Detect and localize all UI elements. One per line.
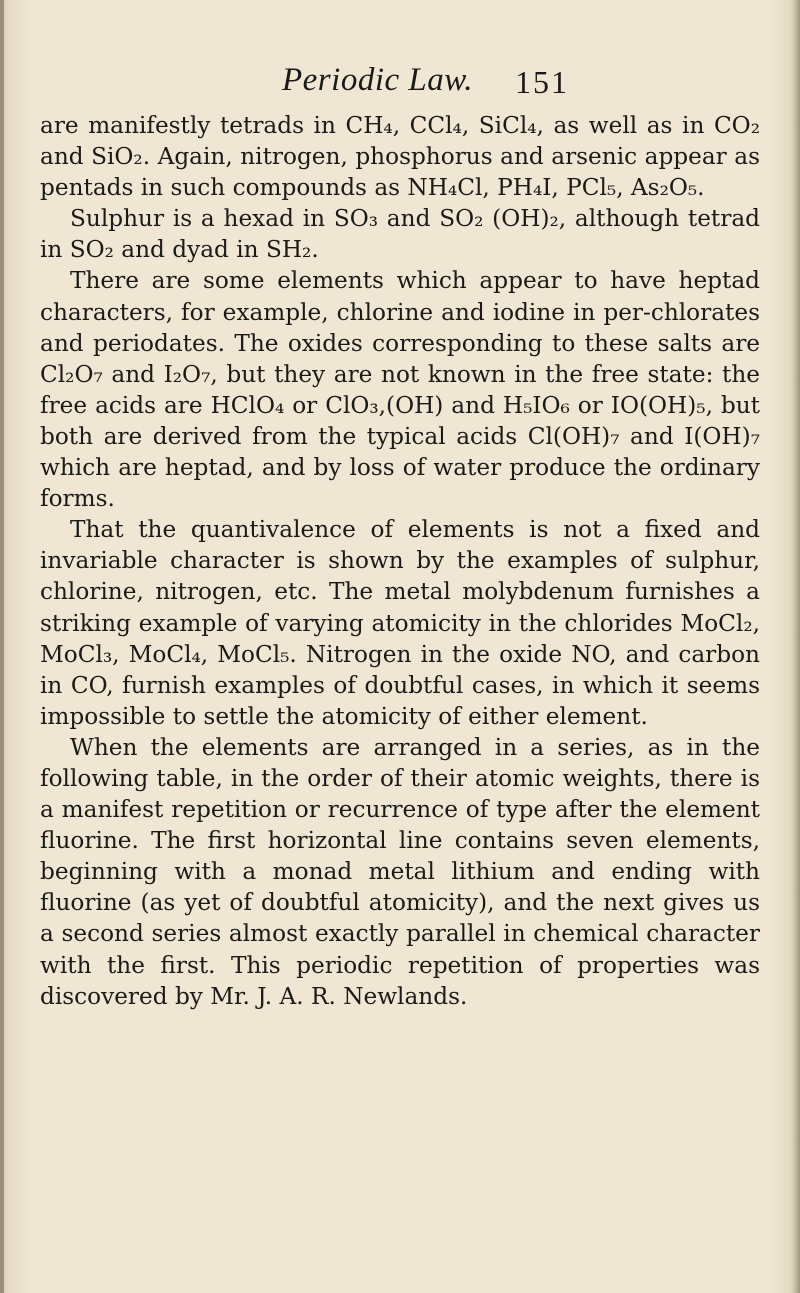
running-title: Periodic Law. (282, 62, 474, 98)
page-number: 151 (515, 64, 569, 100)
body-text (40, 110, 760, 1012)
page-spine-shadow (0, 0, 4, 1293)
page-edge-shadow (794, 0, 800, 1293)
page-header (0, 62, 800, 102)
paragraph-quantivalence: That the quantivalence of elements is not a fixed and invariable character is shown by the examples of sulphur, chlorine, nitrogen, etc. The metal molybdenum furnishes a striking example of varying atomicity in the chlorides MoCl₂, MoCl₃, MoCl₄, MoCl₅. Nitrogen in the oxide NO, and carbon in CO, furnish examples of doubtful cases, in which it seems impossible to settle the atomicity of either element. (40, 516, 760, 730)
paragraph-series: When the elements are arranged in a series, as in the following table, in the order of their atomic weights, there is a manifest repetition or recurrence of type after the element fluorine. The first horizontal line contains seven elements, beginning with a monad metal lithium and ending with fluorine (as yet of doubtful atomicity), and the next gives us a second series almost exactly parallel in chemical character with the first. This periodic repetition of properties was discovered by Mr. J. A. R. Newlands. (40, 733, 760, 1010)
paragraph-heptad: There are some elements which appear to have heptad characters, for example, chlorine and iodine in per-chlorates and periodates. The oxides corresponding to these salts are Cl₂O₇ and I₂O₇, but they are not known in the free state: the free acids are HClO₄ or ClO₃,(OH) and H₅IO₆ or IO(OH)₅, but both are derived from the typical acids Cl(OH)₇ and I(OH)₇ which are heptad, and by loss of water produce the ordinary forms. (40, 267, 760, 513)
paragraph-tetrads-pentads: are manifestly tetrads in CH₄, CCl₄, SiCl₄, as well as in CO₂ and SiO₂. Again, nitrogen, phosphorus and arsenic appear as pentads in such compounds as NH₄Cl, PH₄I, PCl₅, As₂O₅. (40, 112, 760, 202)
paragraph-sulphur: Sulphur is a hexad in SO₃ and SO₂ (OH)₂, although tetrad in SO₂ and dyad in SH₂. (40, 205, 760, 264)
